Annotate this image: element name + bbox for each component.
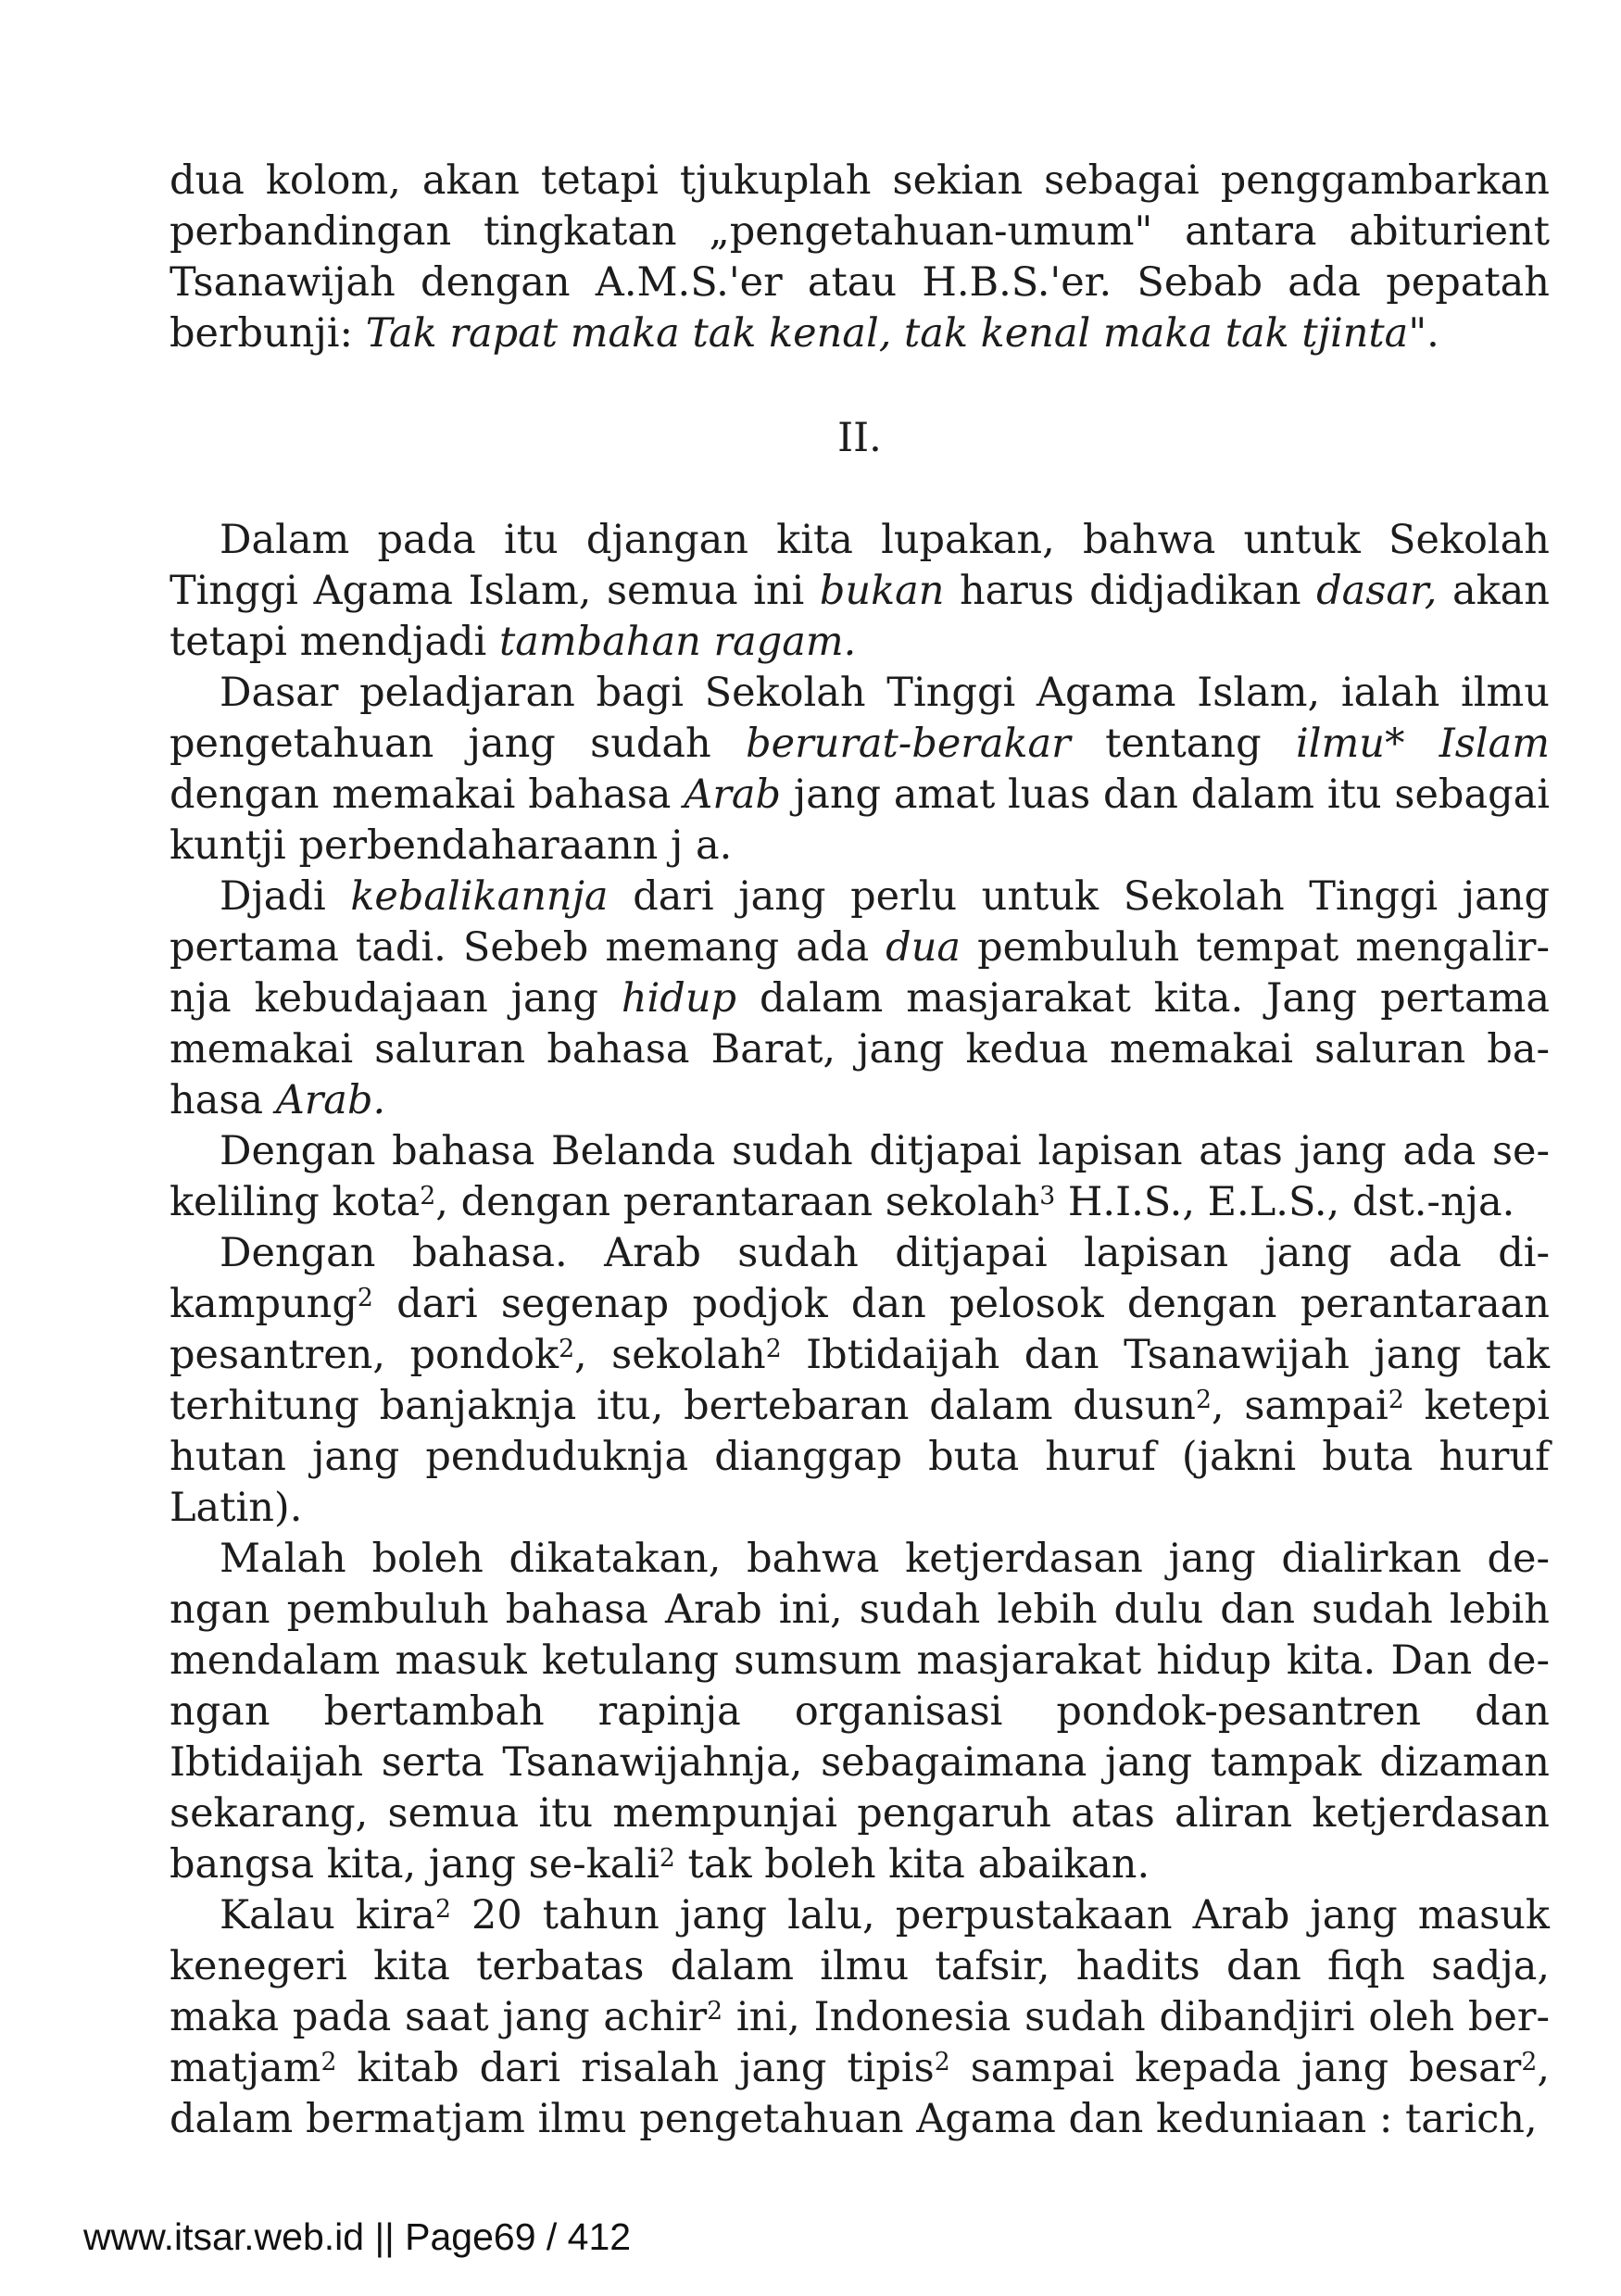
text-span: dengan memakai bahasa: [170, 772, 685, 818]
paragraph: [170, 668, 1550, 872]
text-span: dalam masjarakat kita. Jang pertama memakai saluran bahasa Barat, jang kedua memakai saluran ba-hasa: [170, 975, 1550, 1123]
superscript-mark: 2: [357, 1284, 373, 1313]
superscript-mark: 2: [934, 2048, 950, 2077]
paragraph: [170, 515, 1550, 668]
text-span: , dalam bermatjam ilmu pengetahuan Agama dan keduniaan : tarich,: [170, 2045, 1550, 2142]
text-span: ketepi hutan jang penduduknja dianggap buta huruf (jakni buta huruf Latin).: [170, 1383, 1550, 1531]
italic-text: Arab: [684, 772, 782, 818]
paragraph: [170, 1126, 1550, 1228]
text-span: Ibtidaijah dan Tsanawijah jang tak terhitung banjaknja itu, bertebaran dalam dusun: [170, 1332, 1550, 1429]
text-span: ini, Indonesia sudah dibandjiri oleh ber-matjam: [170, 1994, 1550, 2091]
text-span: , sampai: [1211, 1383, 1389, 1429]
paragraph: [170, 1534, 1550, 1890]
text-span: II.: [837, 415, 882, 461]
italic-text: bukan: [819, 568, 945, 614]
italic-text: dasar,: [1316, 568, 1438, 614]
superscript-mark: 2: [320, 2048, 337, 2077]
superscript-mark: 2: [1195, 1386, 1212, 1415]
superscript-mark: 2: [420, 1182, 436, 1211]
text-span: Dengan bahasa. Arab sudah ditjapai lapisan jang ada di-kampung: [170, 1230, 1550, 1327]
text-span: 20 tahun jang lalu, perpustakaan Arab jang masuk kenegeri kita terbatas dalam ilmu tafsir, hadits dan fiqh sadja, maka pada saat jang achir: [170, 1892, 1550, 2040]
text-span: tak boleh kita abaikan.: [674, 1841, 1150, 1888]
text-span: sampai kepada jang besar: [949, 2045, 1522, 2091]
text-span: harus didjadikan: [944, 568, 1317, 614]
paragraph: [170, 156, 1550, 359]
text-span: Dasar peladjaran bagi Sekolah Tinggi Agama Islam, ialah ilmu pengetahuan jang sudah: [170, 670, 1550, 767]
superscript-mark: 3: [1039, 1182, 1056, 1211]
italic-text: Arab.: [275, 1077, 386, 1123]
italic-text: tambahan ragam.: [498, 619, 857, 665]
text-span: Dengan bahasa Belanda sudah ditjapai lapisan atas jang ada se-keliling kota: [170, 1128, 1550, 1225]
superscript-mark: 2: [659, 1844, 675, 1874]
superscript-mark: 2: [434, 1895, 451, 1925]
text-span: jang amat luas dan dalam itu sebagai kuntji perbendaharaann j a.: [170, 772, 1550, 869]
superscript-mark: 2: [1388, 1386, 1404, 1415]
text-span: ".: [1408, 310, 1439, 357]
text-span: H.I.S., E.L.S., dst.-nja.: [1055, 1179, 1515, 1225]
superscript-mark: 2: [707, 1997, 723, 2026]
italic-text: kebalikannja: [350, 873, 609, 920]
text-span: dua kolom, akan tetapi tjukuplah sekian sebagai penggambarkan perbandingan tingkatan „pengetahuan-umum" antara abiturient Tsanawijah dengan A.M.S.'er atau H.B.S.'er. Sebab ada pepatah berbunji:: [170, 157, 1550, 357]
paragraph: [170, 872, 1550, 1126]
text-span: Kalau kira: [220, 1892, 435, 1938]
paragraph: [170, 1228, 1550, 1534]
superscript-mark: 2: [765, 1335, 782, 1364]
italic-text: hidup: [621, 975, 737, 1022]
section-heading: [170, 413, 1550, 464]
page-footer: www.itsar.web.id || Page69 / 412: [83, 2215, 632, 2258]
paragraph: [170, 1890, 1550, 2145]
superscript-mark: 2: [559, 1335, 575, 1364]
text-span: akan tetapi mendjadi: [170, 568, 1551, 665]
italic-text: berurat-berakar: [746, 721, 1071, 767]
italic-text: dua: [886, 924, 961, 971]
text-span: kitab dari risalah jang tipis: [336, 2045, 935, 2091]
text-span: pembuluh tempat mengalir-nja kebudajaan jang: [170, 924, 1550, 1022]
text-span: Dalam pada itu djangan kita lupakan, bahwa untuk Sekolah Tinggi Agama Islam, semua ini: [170, 517, 1550, 614]
body-text: [170, 156, 1550, 2145]
text-span: , dengan perantaraan sekolah: [435, 1179, 1040, 1225]
text-span: Djadi: [220, 873, 351, 920]
italic-text: ilmu* Islam: [1295, 721, 1550, 767]
text-span: dari jang perlu untuk Sekolah Tinggi jang pertama tadi. Sebeb memang ada: [170, 873, 1550, 971]
italic-text: Tak rapat maka tak kenal, tak kenal maka tak tjinta: [365, 310, 1409, 357]
superscript-mark: 2: [1521, 2048, 1538, 2077]
text-span: , sekolah: [574, 1332, 766, 1378]
text-span: Malah boleh dikatakan, bahwa ketjerdasan jang dialirkan de-ngan pembuluh bahasa Arab ini, sudah lebih dulu dan sudah lebih mendalam masuk ketulang sumsum masjarakat hidup kita. Dan de-ngan bertambah rapinja organisasi pondok-pesantren dan Ibtidaijah serta Tsanawijahnja, sebagaimana jang tampak dizaman sekarang, semua itu mempunjai pengaruh atas aliran ketjerdasan bangsa kita, jang se-kali: [170, 1536, 1550, 1888]
text-span: tentang: [1070, 721, 1296, 767]
text-span: dari segenap podjok dan pelosok dengan perantaraan pesantren, pondok: [170, 1281, 1550, 1378]
